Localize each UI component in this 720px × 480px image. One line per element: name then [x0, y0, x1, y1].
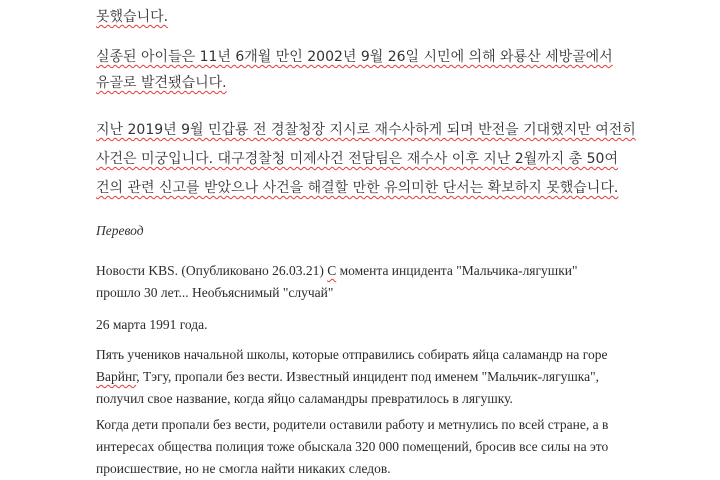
russian-paragraph-4	[96, 414, 608, 480]
news-title-text: момента инцидента "Мальчика-лягушки"	[336, 263, 578, 278]
korean-line: 지난 2019년 9월 민갑룡 전 경찰청장 지시로 재수사하게 되며 반전을 기대했지만 여전히	[96, 122, 636, 138]
russian-line	[96, 366, 607, 388]
russian-line: Когда дети пропали без вести, родители оставили работу и метнулись по всей стране, а в	[96, 417, 609, 432]
russian-line: Пять учеников начальной школы, которые отправились собирать яйца саламандр на горе	[96, 347, 608, 362]
russian-line: интересах общества полиция тоже обыскала 320 000 помещений, бросив все силы на это	[96, 439, 609, 454]
spellcheck-word: Варйнг	[96, 369, 137, 384]
russian-paragraph-3	[96, 344, 607, 410]
russian-paragraph-2: 26 марта 1991 года.	[96, 317, 208, 332]
document-page	[96, 0, 696, 480]
russian-line: прошло 30 лет... Необъяснимый "случай"	[96, 285, 334, 300]
russian-paragraph-1	[96, 260, 578, 304]
korean-line: 건의 관련 신고를 받았으나 사건을 해결할 만한 유의미한 단서는 확보하지 못했습니다.	[96, 180, 619, 196]
russian-text: , Тэгу, пропали без вести. Известный инцидент под именем "Мальчик-лягушка",	[136, 369, 600, 384]
russian-line: получил свое название, когда яйцо саламандры превратилось в лягушку.	[96, 391, 513, 406]
korean-line: 실종된 아이들은 11년 6개월 만인 2002년 9월 26일 시민에 의해 와룡산 세방골에서	[96, 49, 613, 65]
news-source-text: Новости KBS. (Опубликовано 26.03.21)	[96, 263, 328, 278]
russian-line: происшествие, но не смогла найти никаких следов.	[96, 461, 391, 476]
translation-heading: Перевод	[96, 223, 144, 238]
korean-line: 유골로 발견됐습니다.	[96, 75, 227, 91]
korean-paragraph-0	[96, 4, 168, 30]
spellcheck-word: С	[327, 263, 337, 278]
korean-line: 사건은 미궁입니다. 대구경찰청 미제사건 전담팀은 재수사 이후 지난 2월까지 총 50여	[96, 151, 618, 167]
russian-line	[96, 260, 578, 282]
korean-line: 못했습니다.	[96, 9, 169, 25]
korean-paragraph-1	[96, 44, 613, 96]
korean-paragraph-2	[96, 116, 636, 203]
